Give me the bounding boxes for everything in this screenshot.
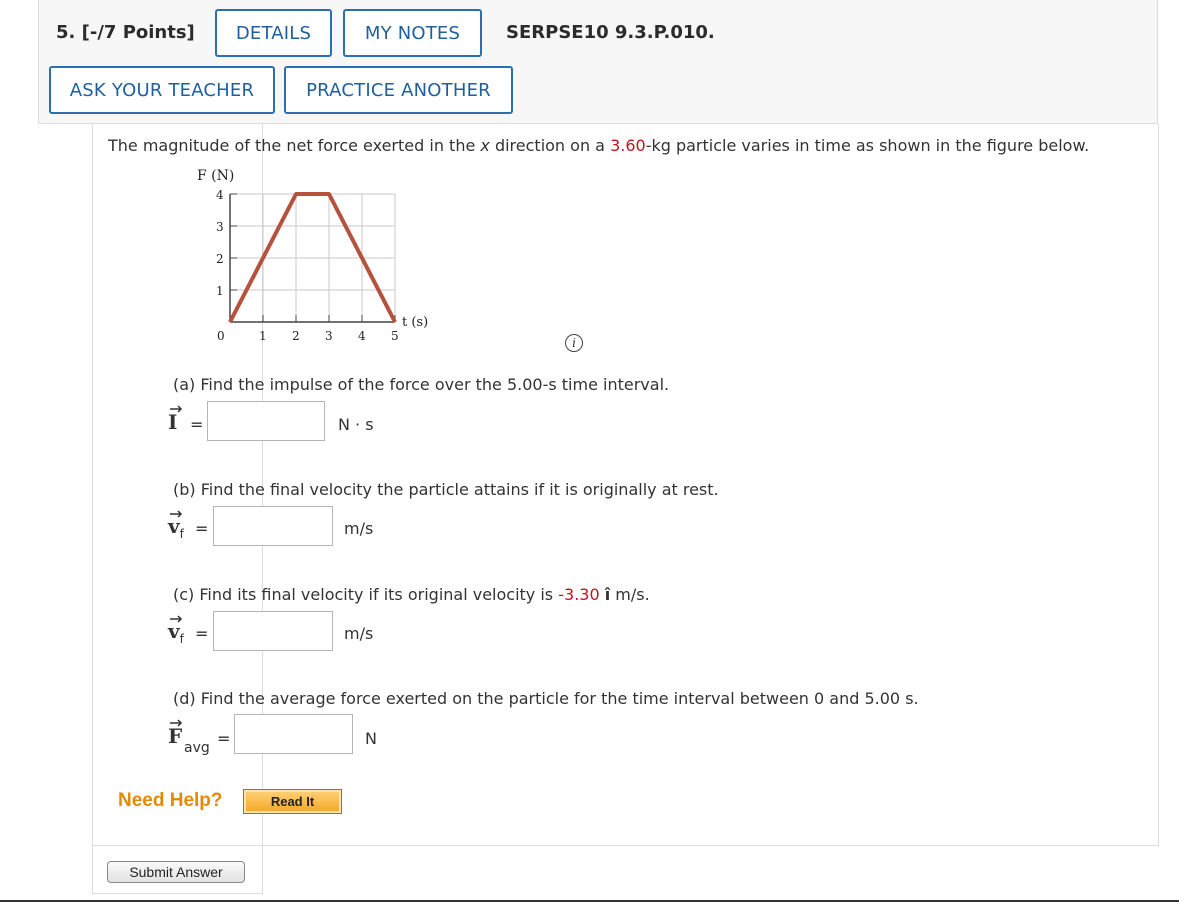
force-time-graph <box>180 162 450 352</box>
x-tick-label: 1 <box>259 329 267 343</box>
part-d-unit: N <box>365 729 377 748</box>
velocity-subscript: f <box>179 527 184 541</box>
x-tick-label: 0 <box>217 329 225 343</box>
x-axis-label: t (s) <box>402 315 429 330</box>
need-help-label: Need Help? <box>118 790 223 811</box>
x-tick-label: 3 <box>325 329 333 343</box>
avg-subscript: avg <box>184 740 210 756</box>
original-velocity-value: -3.30 <box>558 585 600 604</box>
graph-ticks <box>216 188 399 343</box>
part-c-unit: m/s <box>344 624 374 643</box>
velocity-subscript: f <box>179 632 184 646</box>
submit-answer-button[interactable]: Submit Answer <box>107 861 245 883</box>
part-b-question: (b) Find the final velocity the particle attains if it is originally at rest. <box>173 480 719 499</box>
impulse-input[interactable] <box>207 401 325 441</box>
velocity-letter: v <box>168 619 180 643</box>
part-c-question <box>173 585 650 604</box>
vector-arrow-icon <box>169 719 183 727</box>
final-velocity-rest-input[interactable] <box>213 506 333 546</box>
intro-after: -kg particle varies in time as shown in the figure below. <box>645 136 1090 155</box>
part-b-equals: = <box>195 519 209 538</box>
part-c-text-before: (c) Find its final velocity if its original velocity is <box>173 585 559 604</box>
y-tick-label: 4 <box>216 188 224 202</box>
part-c-text-after: m/s. <box>610 585 650 604</box>
part-a-unit: N · s <box>338 415 374 434</box>
y-tick-label: 2 <box>216 252 224 266</box>
mass-value: 3.60 <box>610 136 646 155</box>
unit-vector-i: î <box>604 585 611 604</box>
final-velocity-symbol-b <box>168 514 184 541</box>
info-icon[interactable]: i <box>565 334 583 352</box>
ask-your-teacher-button[interactable]: ASK YOUR TEACHER <box>49 66 275 114</box>
read-it-button[interactable]: Read It <box>243 789 342 814</box>
my-notes-button[interactable]: MY NOTES <box>343 9 482 57</box>
intro-var: x <box>480 136 490 155</box>
x-tick-label: 2 <box>292 329 300 343</box>
part-d-question: (d) Find the average force exerted on the particle for the time interval between 0 and 5.00 s. <box>173 689 919 708</box>
final-velocity-initial-input[interactable] <box>213 611 333 651</box>
part-c-equals: = <box>195 624 209 643</box>
graph-grid <box>230 194 395 322</box>
vector-arrow-icon <box>169 405 183 413</box>
average-force-input[interactable] <box>234 714 353 754</box>
x-tick-label: 5 <box>391 329 399 343</box>
problem-id: SERPSE10 9.3.P.010. <box>506 22 715 43</box>
part-d-equals: = <box>217 729 231 748</box>
x-tick-label: 4 <box>358 329 366 343</box>
part-b-unit: m/s <box>344 519 374 538</box>
practice-another-button[interactable]: PRACTICE ANOTHER <box>284 66 513 114</box>
vector-arrow-icon <box>169 615 183 623</box>
final-velocity-symbol-c <box>168 619 184 646</box>
impulse-letter: I <box>168 410 178 434</box>
y-tick-label: 1 <box>216 284 224 298</box>
y-tick-label: 3 <box>216 220 224 234</box>
intro-mid: direction on a <box>489 136 611 155</box>
impulse-symbol <box>168 410 177 434</box>
part-a-equals: = <box>190 415 204 434</box>
vector-arrow-icon <box>169 510 183 518</box>
details-button[interactable]: DETAILS <box>215 9 332 57</box>
intro-before: The magnitude of the net force exerted in the <box>108 136 481 155</box>
question-number: 5. [-/7 Points] <box>56 22 195 43</box>
velocity-letter: v <box>168 514 180 538</box>
average-force-symbol <box>168 724 182 748</box>
part-a-question: (a) Find the impulse of the force over the 5.00-s time interval. <box>173 375 670 394</box>
force-letter: F <box>168 724 183 748</box>
y-axis-label: F (N) <box>197 168 235 184</box>
problem-statement <box>108 136 1089 155</box>
